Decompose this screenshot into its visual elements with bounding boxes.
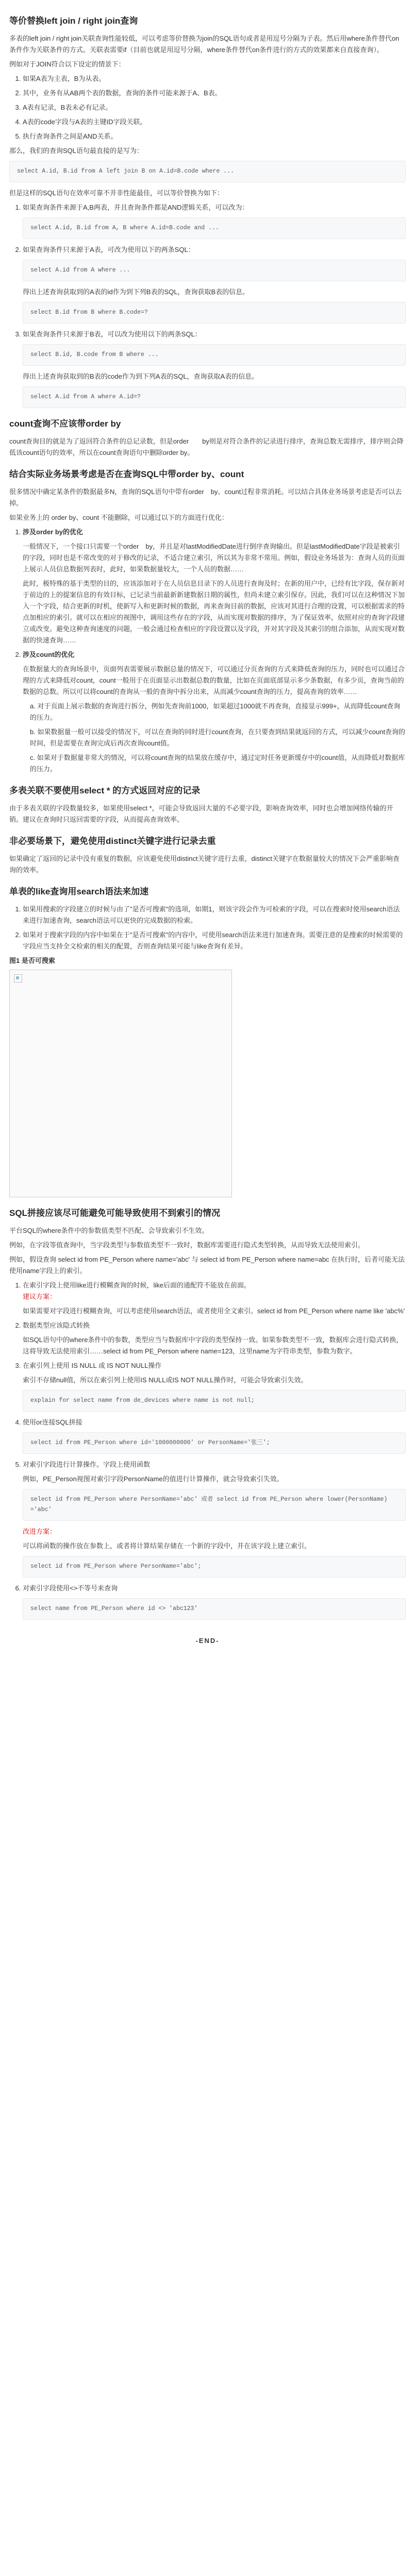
- code-block: select id from PE_Person where PersonName='abc' 或者 select id from PE_Person where lower(PersonName)='abc': [23, 1489, 406, 1521]
- item-text: 使用or连接SQL拼接: [23, 1418, 82, 1426]
- list-item: [23, 202, 406, 239]
- search-list: [9, 904, 406, 952]
- list-item: [23, 649, 406, 775]
- list-item: 2. 其中，业务有从AB两个表的数据，查询的条件可能来源于A、B表。: [23, 88, 406, 99]
- item-text: 如果查询条件只来源于A表，可改为使用以下的两条SQL：: [23, 246, 195, 253]
- paragraph: 很多情况中确定某条件的数据最多N，查询的SQL语句中带有order by、count过程非常消耗。可以结合具体业务场景考虑是否可以去掉。: [9, 488, 402, 507]
- paragraph: 一般情况下，一个接口只需要一个order by，并且是对lastModifiedDate进行倒序查询输出。但是lastModifiedDate字段是被索引的字段，同时也是不常改变的对于修改的记录，不适合建立索引，所以其为非常不常用。例如，假设业务场景为：查询人员的页面上展示人员信息数据列表时，此时，如果数据量较大，一个人员的数据……: [23, 543, 405, 573]
- code-block: select B.id from B where B.code=?: [23, 302, 406, 324]
- list-item: 2. 如果对于搜索字段的内容中如果在于"是否可搜索"的内容中，可使用search语法来进行加速查询。需要注意的是搜索的时候需要的字段应当支持全文检索的相关的配置，否则查询结果可能与like查询有差异。: [23, 929, 406, 952]
- code-block: select name from PE_Person where id <> 'abc123': [23, 1598, 406, 1620]
- item-text: 如果查询条件只来源于B表，可以改为使用以下的两条SQL：: [23, 330, 202, 338]
- item-text: 在索引列上使用 IS NULL 或 IS NOT NULL操作: [23, 1362, 162, 1369]
- sub-item: b. 如果数据量一般可以接受的情况下，可以在查询的同时进行count查询，在只要查到结果就返回的方式，可以减少count查询的时间，但是需要在查询完成后再次查询count值。: [30, 728, 406, 747]
- item-text: 对索引字段使用<>不等号来查询: [23, 1584, 118, 1592]
- section-title-orderby-count: 结合实际业务场景考虑是否在查询SQL中带order by、count: [9, 469, 244, 479]
- replacement-list: [9, 202, 406, 408]
- list-item: 4. A表的code字段与A表的主键ID字段关联。: [23, 116, 406, 128]
- paragraph: 例如，PE_Person视图对索引字段PersonName的值进行计算操作，就会导致索引失效。: [23, 1475, 284, 1483]
- list-item: 3. A表有记录，B表未必有记录。: [23, 102, 406, 113]
- list-item: [23, 244, 406, 324]
- paragraph: 如果确定了返回的记录中没有重复的数据，应该避免使用distinct关键字进行去重，distinct关键字在数据量较大的情况下会严重影响查询的效率。: [9, 855, 400, 874]
- section-title-distinct: 非必要场景下，避免使用distinct关键字进行记录去重: [9, 836, 216, 846]
- condition-list: [9, 73, 406, 142]
- sub-item: a. 对于页面上展示数据的查询进行拆分，例如先查询前1000，如果超过1000就不再查询，直接显示999+，从而降低count查询的压力。: [30, 702, 401, 721]
- broken-image-icon: [14, 974, 22, 982]
- list-item: [23, 1280, 406, 1317]
- code-block: select A.id from A where A.id=?: [23, 386, 406, 408]
- paragraph: count查询目的就是为了返回符合条件的总记录数，但是order by则是对符合条件的记录进行排序，查询总数无需排序，排序则会降低该count语句的效率，所以在count查询语句中删除order by。: [9, 437, 404, 456]
- paragraph: 索引不存储null值，所以在索引列上使用IS NULL或IS NOT NULL操作时，可能会导致索引失效。: [23, 1376, 308, 1384]
- paragraph: 例如，在字段等值查询中，当字段类型与参数值类型不一致时，数据库需要进行隐式类型转换，从而导致无法使用索引。: [9, 1241, 365, 1249]
- section-title-join: 等价替换left join / right join查询: [9, 16, 138, 26]
- list-item: [23, 1360, 406, 1412]
- paragraph: 但是这样的SQL语句在效率可靠不并非性能最佳，可以等价替换为如下：: [9, 189, 224, 197]
- item-text: 对索引字段进行计算操作。字段上使用函数: [23, 1461, 151, 1468]
- code-block: select A.id from A where ...: [23, 260, 406, 281]
- advice-label: 建议方案：: [23, 1293, 57, 1300]
- paragraph: 如果需要对字段进行模糊查询，可以考虑使用search语法，或者使用全文索引。select id from PE_Person where name like 'abc%': [23, 1307, 405, 1315]
- item-text: 得出上述查询获取到的B表的code作为到下列A表的SQL，查询获取A表的信息。: [23, 372, 259, 380]
- item-text: 在索引字段上使用like进行模糊查询的时候，like后面的通配符不能放在前面。: [23, 1281, 251, 1289]
- item-text: 得出上述查询获取到的A表的id作为到下列B表的SQL，查询获取B表的信息。: [23, 288, 250, 296]
- figure-image-placeholder: [9, 970, 232, 1197]
- paragraph: 此时，极特殊的基于类型的目的，应该添加对于在人员信息目录下的人员进行查询及时；在新的用户中，已经有比字段，保存新对于前边的上的提案信息的有效目标，已记录当前最新新建数据日期的属性，但尚未建立索引保存。因此，我们可以在这种情况下加入一个字段，结合更新的时机，使新写入和更新时候的数据，再来查询目前的数据，应该对其进行合理的设置，可以根据需求的特点加相应的索引。就可以在相应的视图中，调用这些存在的字段，从而实现对数据的排序，为了保证效率，依照对应的查询字段建立或改变。避免这种查询速度的问题，一般会通过检查相应的字段设置以及字段，并对其字段及其索引的组合添加，从而实现对数据的快速查询……: [23, 580, 405, 644]
- item-label: 涉及order by的优化: [23, 528, 84, 536]
- list-item: 1. 如果用搜索的字段建立的时候与由了"是否可搜索"的选项，如期1，则该字段会作为可检索的字段，可以在搜索时使用search语法来进行加速查询，search语法可以更快的完成数据的检索。: [23, 904, 406, 926]
- paragraph: 多表的left join / right join关联查询性能较低，可以考虑等价替换为join的SQL语句或者是用逗号分隔为子表。然后用where条件替代on条件作为关联条件的方式。关联表需要if（目前也就是用逗号分隔，where条件替代on条件进行的方式的效果都来自直接查询）。: [9, 35, 400, 54]
- section-title-search: 单表的like查询用search语法来加速: [9, 887, 149, 896]
- paragraph: 那么，我们的查询SQL语句最直接的是写为：: [9, 147, 144, 155]
- advice-label: 改进方案：: [23, 1528, 57, 1535]
- code-block: select B.id, B.code from B where ...: [23, 344, 406, 366]
- paragraph: 例如，假设查询 select id from PE_Person where name='abc' 与 select id from PE_Person where name=abc 在执行时，后者可能无法使用name字段上的索引。: [9, 1256, 405, 1275]
- code-block: select A.id, B.id from A left join B on A.id=B.code where ...: [9, 161, 406, 182]
- list-item: [23, 527, 406, 646]
- paragraph: 平台SQL的where条件中的参数值类型不匹配、会导致索引不生效。: [9, 1227, 209, 1234]
- paragraph: 如SQL语句中的where条件中的参数，类型应当与数据库中字段的类型保持一致。如果参数类型不一致，数据库会进行隐式转换，这将导致无法使用索引……select id from PE_Person where name=123，这里name为字符串类型，参数为数字。: [23, 1336, 403, 1355]
- paragraph: 例如对于JOIN符合以下设定的情景下：: [9, 60, 125, 68]
- list-item: [23, 1320, 406, 1357]
- end-marker: -END-: [195, 1637, 220, 1645]
- list-item: [23, 1583, 406, 1620]
- paragraph: 由于多表关联的字段数量较多，如果使用select *，可能会导致返回大量的不必要字段，影响查询效率，同时也会增加网络传输的开销。建议在查询时只返回需要的字段，从而提高查询效率。: [9, 804, 393, 823]
- figure-caption: 图1 是否可搜索: [9, 957, 55, 964]
- paragraph: 如果业务上的 order by、count 不能删除，可以通过以下的方面进行优化：: [9, 514, 228, 521]
- section-title-count: count查询不应该带order by: [9, 419, 121, 429]
- section-title-index: SQL拼接应该尽可能避免可能导致使用不到索引的情况: [9, 1208, 220, 1218]
- item-text: 如果查询条件来源于A,B两表，并且查询条件都是AND逻辑关系，可以改为：: [23, 204, 249, 211]
- sub-list: [23, 701, 406, 775]
- item-label: 涉及count的优化: [23, 651, 75, 658]
- list-item: 5. 执行查询条件之间是AND关系。: [23, 131, 406, 142]
- paragraph: 在数据量大的查询场景中，页面列表需要展示数据总量的情况下，可以通过分页查询的方式来降低查询的压力，同时也可以通过合理的方式来降低对count，count一般用于在页面显示出数据总数的数量，比如在页面底部显示多少条数据，有多少页，查询当前的数据的总数。所以可以将count的查询从一般的查询中拆分出来，从而减少count查询的压力，提高查询的效率……: [23, 665, 405, 696]
- list-item: [23, 1459, 406, 1578]
- optimization-list: [9, 527, 406, 775]
- code-block: select A.id, B.id from A, B where A.id=B.code and ...: [23, 217, 406, 239]
- code-block: select id from PE_Person where id='1000000000' or PersonName='张三';: [23, 1432, 406, 1454]
- code-block: select id from PE_Person where PersonName='abc';: [23, 1556, 406, 1578]
- list-item: [23, 329, 406, 408]
- code-block: explain for select name from de_devices where name is not null;: [23, 1390, 406, 1412]
- index-list: [9, 1280, 406, 1620]
- list-item: 1. 如果A表为主表，B为从表。: [23, 73, 406, 84]
- sub-item: c. 如果对于数据量非常大的情况，可以将count查询的结果放在缓存中，通过定时任务更新缓存中的count值，从而降低对数据库的压力。: [30, 754, 405, 773]
- paragraph: 可以将函数的操作放在参数上，或者将计算结果存储在一个新的字段中，并在该字段上建立索引。: [23, 1542, 311, 1550]
- list-item: [23, 1417, 406, 1454]
- section-title-select-star: 多表关联不要使用select * 的方式返回对应的记录: [9, 786, 201, 795]
- item-text: 数据类型应该隐式转换: [23, 1321, 90, 1329]
